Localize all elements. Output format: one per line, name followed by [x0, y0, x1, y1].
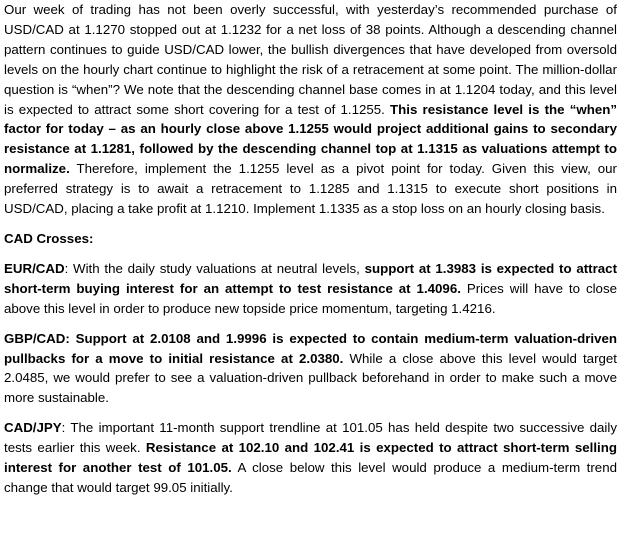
usdcad-bold-text: This resistance level is the “when” factor for today – as an hourly close above 1.1255 would project additional gains to secondary resistance at 1.1281, followed by the descending channel top at 1.1315 as valuations attempt to normalize.	[4, 101, 617, 177]
cadjpy-bold-text: Resistance at 102.10 and 102.41 is expected to attract short-term selling interest for another test of 101.05.	[4, 440, 617, 476]
cadjpy-label: CAD/JPY	[4, 420, 62, 436]
gbpcad-label: GBP/CAD	[4, 330, 66, 346]
eurcad-paragraph	[4, 259, 617, 319]
cadjpy-text-2: A close below this level would produce a medium-term trend change that would target 99.05 initially.	[4, 460, 617, 495]
usdcad-text-1: Our week of trading has not been overly successful, with yesterday’s recommended purchase of USD/CAD at 1.1270 stopped out at 1.1232 for a net loss of 38 points. Although a descending channel pattern continues to guide USD/CAD lower, the bullish divergences that have developed from oversold levels on the hourly chart continue to highlight the risk of a retracement at some point. The million-dollar question is “when”? We note that the descending channel base comes in at 1.1204 today, and this level is expected to attract some short covering for a test of 1.1255.	[4, 2, 617, 117]
usdcad-text-2: Therefore, implement the 1.1255 level as a pivot point for today. Given this view, our preferred strategy is to await a retracement to 1.1285 and 1.1315 to execute short positions in USD/CAD, placing a take profit at 1.1210. Implement 1.1335 as a stop loss on an hourly closing basis.	[4, 161, 617, 217]
eurcad-label: EUR/CAD	[4, 260, 65, 276]
usdcad-paragraph	[4, 0, 617, 219]
spacer	[4, 249, 617, 259]
spacer	[4, 408, 617, 418]
cadjpy-text-1: : The important 11-month support trendline at 101.05 has held despite two successive daily tests earlier this week.	[4, 420, 617, 456]
eurcad-bold-text: support at 1.3983 is expected to attract short-term buying interest for an attempt to test resistance at 1.4096.	[4, 260, 618, 296]
section-heading	[4, 229, 617, 249]
cadjpy-paragraph	[4, 418, 617, 498]
eurcad-text-1: : With the daily study valuations at neutral levels,	[64, 260, 365, 276]
gbpcad-bold-text: : Support at 2.0108 and 1.9996 is expected to contain medium-term valuation-driven pullbacks for a move to initial resistance at 2.0380.	[4, 330, 617, 366]
gbpcad-paragraph	[4, 329, 617, 409]
spacer	[4, 319, 617, 329]
eurcad-text-2: Prices will have to close above this level in order to produce new topside price momentum, targeting 1.4216.	[4, 280, 617, 316]
gbpcad-text-1: While a close above this level would target 2.0485, we would prefer to see a valuation-driven pullback beforehand in order to make such a move more sustainable.	[4, 350, 617, 406]
cad-crosses-heading: CAD Crosses:	[4, 230, 94, 246]
spacer	[4, 219, 617, 229]
